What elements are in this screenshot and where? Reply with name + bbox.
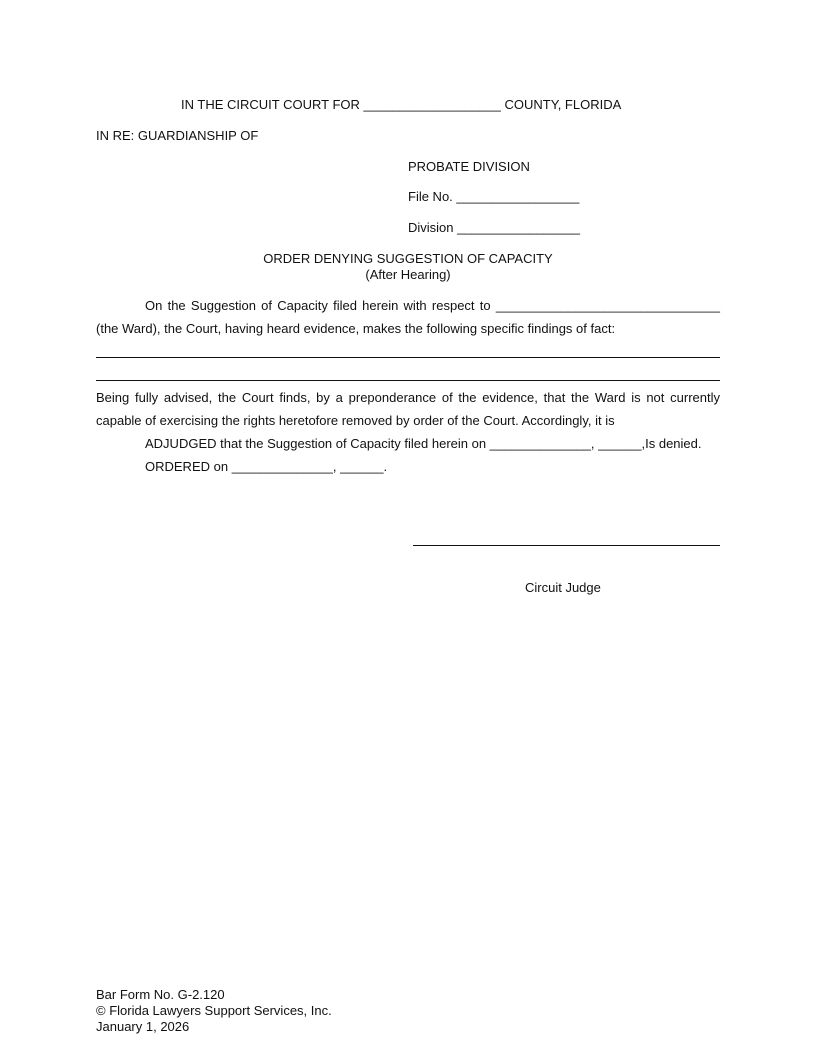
probate-division: PROBATE DIVISION (408, 159, 530, 174)
ordered-line: ORDERED on ______________, ______. (145, 459, 388, 474)
footer-copyright: © Florida Lawyers Support Services, Inc. (96, 1003, 332, 1018)
findings-blank-line-1 (96, 357, 720, 358)
document-subtitle: (After Hearing) (365, 267, 451, 282)
footer-form-number: Bar Form No. G-2.120 (96, 987, 225, 1002)
paragraph2-line1 (96, 390, 720, 406)
adjudged-line: ADJUDGED that the Suggestion of Capacity filed herein on ______________, ______,Is denied. (145, 436, 702, 451)
division-number: Division _________________ (408, 220, 581, 235)
paragraph1-line1 (145, 298, 720, 314)
in-re-line: IN RE: GUARDIANSHIP OF (96, 128, 259, 143)
court-heading: IN THE CIRCUIT COURT FOR ___________________ COUNTY, FLORIDA (181, 97, 622, 112)
paragraph2-line2: capable of exercising the rights heretofore removed by order of the Court. Accordingly, it is (96, 413, 615, 428)
paragraph1-line1-text: On the Suggestion of Capacity filed herein with respect to _______________________________ (145, 298, 720, 313)
signature-line (413, 545, 720, 546)
file-number: File No. _________________ (408, 189, 580, 204)
findings-blank-line-2 (96, 380, 720, 381)
signature-label: Circuit Judge (525, 580, 601, 595)
paragraph2-line1-text: Being fully advised, the Court finds, by a preponderance of the evidence, that the Ward is not currently (96, 390, 720, 405)
paragraph1-line2: (the Ward), the Court, having heard evidence, makes the following specific findings of fact: (96, 321, 616, 336)
footer-date: January 1, 2026 (96, 1019, 190, 1034)
document-title: ORDER DENYING SUGGESTION OF CAPACITY (263, 251, 553, 266)
